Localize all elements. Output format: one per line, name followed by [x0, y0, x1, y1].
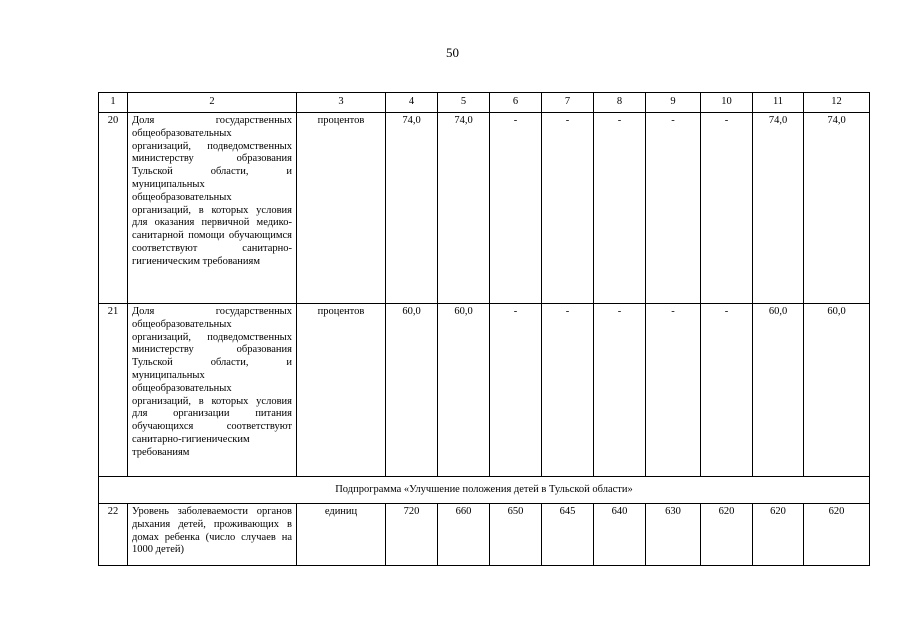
value-cell: - [542, 304, 594, 477]
value-cell: - [701, 113, 753, 304]
table-row [99, 113, 870, 304]
value-cell: 650 [490, 504, 542, 566]
value-cell: 74,0 [753, 113, 804, 304]
header-cell: 8 [594, 93, 646, 113]
header-cell: 5 [438, 93, 490, 113]
header-cell: 4 [386, 93, 438, 113]
header-cell: 10 [701, 93, 753, 113]
value-cell: 74,0 [438, 113, 490, 304]
row-number: 22 [99, 504, 128, 566]
header-cell: 9 [646, 93, 701, 113]
value-cell: 620 [804, 504, 870, 566]
value-cell: - [594, 304, 646, 477]
value-cell: - [594, 113, 646, 304]
value-cell: 74,0 [804, 113, 870, 304]
value-cell: 660 [438, 504, 490, 566]
value-cell: 620 [701, 504, 753, 566]
indicators-table [98, 92, 870, 566]
header-cell: 2 [128, 93, 297, 113]
table-row [99, 504, 870, 566]
table-row [99, 304, 870, 477]
unit-cell: процентов [297, 113, 386, 304]
header-cell: 1 [99, 93, 128, 113]
value-cell: 620 [753, 504, 804, 566]
header-cell: 3 [297, 93, 386, 113]
header-cell: 7 [542, 93, 594, 113]
unit-cell: процентов [297, 304, 386, 477]
page-number: 50 [446, 45, 459, 60]
unit-cell: единиц [297, 504, 386, 566]
header-cell: 11 [753, 93, 804, 113]
value-cell: 60,0 [753, 304, 804, 477]
indicator-description: Доля государственных общеобразовательных организаций, подведомственных министерству образования Тульской области, и муниципальных общеобразовательных организаций, в которых условия для оказания первичной медико-санитарной помощи обучающимся соответствуют санитарно-гигиеническим требованиям [128, 113, 297, 304]
value-cell: - [701, 304, 753, 477]
value-cell: 630 [646, 504, 701, 566]
subprogram-row [99, 477, 870, 504]
value-cell: 74,0 [386, 113, 438, 304]
value-cell: 60,0 [386, 304, 438, 477]
value-cell: 60,0 [438, 304, 490, 477]
value-cell: 640 [594, 504, 646, 566]
row-number: 21 [99, 304, 128, 477]
value-cell: 645 [542, 504, 594, 566]
value-cell: - [646, 304, 701, 477]
value-cell: - [542, 113, 594, 304]
table-header-row [99, 93, 870, 113]
header-cell: 6 [490, 93, 542, 113]
indicator-description: Уровень заболеваемости органов дыхания детей, проживающих в домах ребенка (число случаев на 1000 детей) [128, 504, 297, 566]
value-cell: 720 [386, 504, 438, 566]
header-cell: 12 [804, 93, 870, 113]
indicator-description: Доля государственных общеобразовательных организаций, подведомственных министерству образования Тульской области, и муниципальных общеобразовательных организаций, в которых условия для организации питания обучающихся соответствуют санитарно-гигиеническим требованиям [128, 304, 297, 477]
value-cell: 60,0 [804, 304, 870, 477]
row-number: 20 [99, 113, 128, 304]
value-cell: - [490, 304, 542, 477]
value-cell: - [646, 113, 701, 304]
value-cell: - [490, 113, 542, 304]
subprogram-title: Подпрограмма «Улучшение положения детей в Тульской области» [99, 477, 870, 504]
